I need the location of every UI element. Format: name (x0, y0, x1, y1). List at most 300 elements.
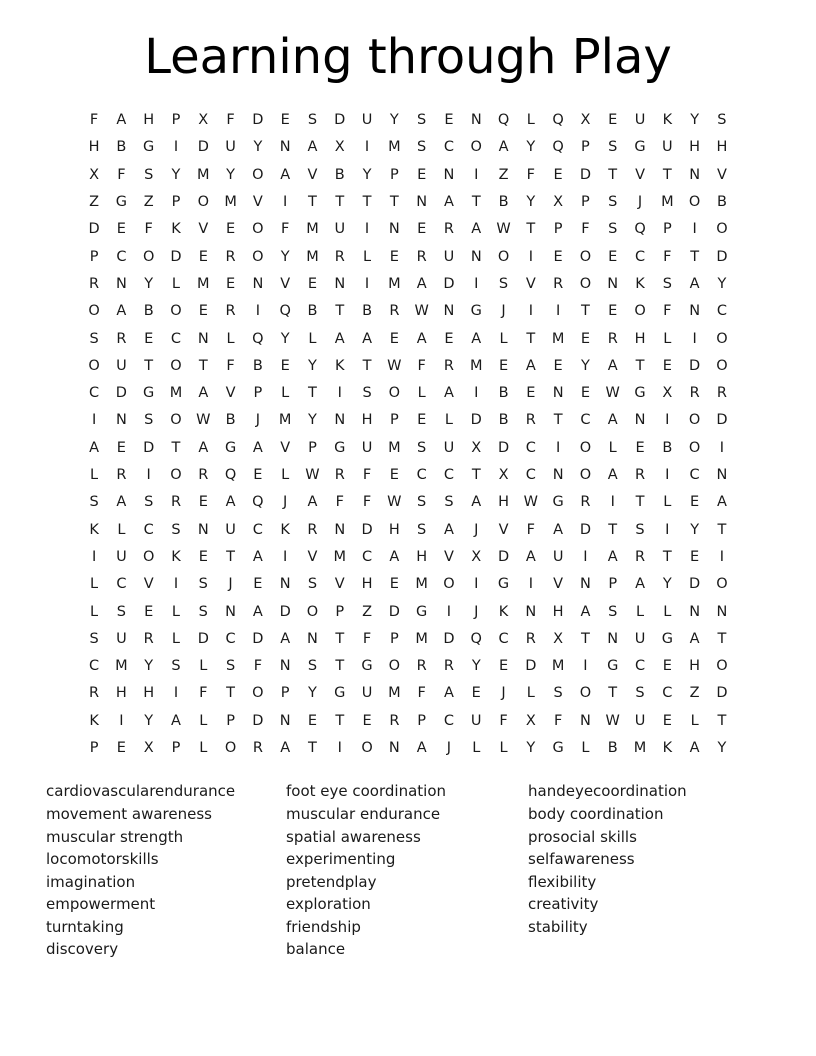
letter-cell[interactable]: G (416, 603, 428, 620)
letter-cell[interactable]: O (306, 603, 319, 620)
letter-cell[interactable]: L (171, 630, 181, 647)
letter-cell[interactable]: B (334, 166, 345, 183)
letter-cell[interactable]: I (528, 576, 533, 593)
letter-cell[interactable]: S (89, 630, 99, 647)
letter-cell[interactable]: A (389, 548, 400, 565)
letter-cell[interactable]: X (498, 467, 509, 484)
letter-cell[interactable]: E (498, 658, 509, 675)
letter-cell[interactable]: R (198, 467, 209, 484)
word-list-item[interactable]: stability (528, 917, 588, 936)
letter-cell[interactable]: P (89, 248, 99, 265)
letter-cell[interactable]: E (662, 658, 672, 675)
letter-cell[interactable]: F (199, 685, 208, 702)
letter-cell[interactable]: Q (224, 467, 237, 484)
letter-cell[interactable]: V (280, 439, 291, 456)
letter-cell[interactable]: F (362, 467, 372, 484)
letter-cell[interactable]: I (610, 494, 615, 511)
letter-cell[interactable]: B (498, 385, 509, 402)
letter-cell[interactable]: D (579, 521, 592, 538)
word-list-item[interactable]: body coordination (528, 804, 664, 823)
letter-cell[interactable]: G (552, 494, 564, 511)
letter-cell[interactable]: P (226, 712, 235, 729)
letter-cell[interactable]: C (525, 439, 536, 456)
letter-cell[interactable]: H (552, 603, 564, 620)
letter-cell[interactable]: Y (717, 275, 727, 292)
letter-cell[interactable]: Y (144, 275, 154, 292)
letter-cell[interactable]: M (388, 275, 401, 292)
letter-cell[interactable]: I (719, 439, 725, 456)
letter-cell[interactable]: J (255, 412, 260, 429)
letter-cell[interactable]: D (497, 548, 510, 565)
letter-cell[interactable]: A (252, 548, 263, 565)
letter-cell[interactable]: Y (690, 112, 700, 129)
letter-cell[interactable]: N (252, 275, 264, 292)
letter-cell[interactable]: U (334, 221, 346, 238)
letter-cell[interactable]: Y (226, 166, 235, 183)
letter-cell[interactable]: J (501, 303, 506, 320)
letter-cell[interactable]: H (143, 685, 155, 702)
letter-cell[interactable]: L (472, 740, 481, 757)
letter-cell[interactable]: C (662, 685, 673, 702)
letter-cell[interactable]: N (388, 221, 400, 238)
letter-cell[interactable]: N (334, 521, 346, 538)
letter-cell[interactable]: A (716, 494, 727, 511)
letter-cell[interactable]: L (663, 494, 672, 511)
letter-cell[interactable]: T (581, 303, 590, 320)
letter-cell[interactable]: U (470, 712, 482, 729)
letter-cell[interactable]: G (143, 139, 155, 156)
letter-cell[interactable]: Q (634, 221, 646, 238)
word-list-item[interactable]: flexibility (528, 872, 597, 891)
letter-cell[interactable]: Y (389, 112, 399, 129)
letter-cell[interactable]: F (226, 112, 235, 129)
letter-cell[interactable]: S (144, 494, 154, 511)
letter-cell[interactable]: P (662, 221, 672, 238)
letter-cell[interactable]: Y (144, 712, 154, 729)
letter-cell[interactable]: C (443, 467, 454, 484)
letter-cell[interactable]: B (225, 412, 236, 429)
letter-cell[interactable]: E (362, 712, 372, 729)
letter-cell[interactable]: K (498, 603, 509, 620)
letter-cell[interactable]: I (173, 139, 179, 156)
letter-cell[interactable]: B (116, 139, 127, 156)
letter-cell[interactable]: V (525, 275, 536, 292)
letter-cell[interactable]: G (634, 385, 646, 402)
letter-cell[interactable]: I (446, 603, 452, 620)
letter-cell[interactable]: O (688, 194, 701, 211)
letter-cell[interactable]: L (199, 740, 208, 757)
letter-cell[interactable]: O (497, 248, 510, 265)
letter-cell[interactable]: D (279, 603, 291, 620)
letter-cell[interactable]: H (143, 112, 155, 129)
letter-cell[interactable]: D (88, 221, 100, 238)
letter-cell[interactable]: R (443, 658, 454, 675)
letter-cell[interactable]: S (89, 330, 99, 347)
letter-cell[interactable]: I (555, 303, 561, 320)
letter-cell[interactable]: P (335, 603, 345, 620)
letter-cell[interactable]: J (474, 521, 479, 538)
letter-cell[interactable]: R (716, 385, 727, 402)
letter-cell[interactable]: X (662, 385, 673, 402)
letter-cell[interactable]: G (470, 303, 482, 320)
letter-cell[interactable]: S (198, 576, 208, 593)
letter-cell[interactable]: I (528, 248, 533, 265)
letter-cell[interactable]: Y (171, 166, 181, 183)
letter-cell[interactable]: R (689, 385, 700, 402)
letter-cell[interactable]: J (501, 685, 506, 702)
letter-cell[interactable]: F (499, 712, 508, 729)
letter-cell[interactable]: L (281, 385, 290, 402)
letter-cell[interactable]: T (171, 439, 181, 456)
letter-cell[interactable]: R (116, 330, 127, 347)
letter-cell[interactable]: T (308, 385, 317, 402)
letter-cell[interactable]: Q (252, 494, 264, 511)
letter-cell[interactable]: G (224, 439, 237, 456)
letter-cell[interactable]: I (337, 740, 342, 757)
letter-cell[interactable]: D (252, 712, 264, 729)
letter-cell[interactable]: E (116, 221, 126, 238)
letter-cell[interactable]: S (417, 439, 427, 456)
letter-cell[interactable]: V (498, 521, 509, 538)
letter-cell[interactable]: R (225, 303, 236, 320)
letter-cell[interactable]: E (198, 248, 208, 265)
letter-cell[interactable]: L (635, 603, 645, 620)
letter-cell[interactable]: T (308, 194, 317, 211)
letter-cell[interactable]: M (388, 685, 401, 702)
letter-cell[interactable]: U (361, 685, 373, 702)
letter-cell[interactable]: T (690, 248, 700, 265)
letter-cell[interactable]: X (553, 194, 564, 211)
letter-cell[interactable]: Y (308, 357, 317, 374)
letter-cell[interactable]: G (497, 576, 510, 593)
letter-cell[interactable]: C (170, 330, 182, 347)
letter-cell[interactable]: E (389, 248, 399, 265)
letter-cell[interactable]: S (417, 521, 427, 538)
letter-cell[interactable]: E (280, 112, 290, 129)
letter-cell[interactable]: I (474, 576, 479, 593)
letter-cell[interactable]: N (334, 412, 346, 429)
letter-cell[interactable]: I (364, 221, 370, 238)
letter-cell[interactable]: N (307, 630, 318, 647)
letter-cell[interactable]: C (689, 467, 700, 484)
letter-cell[interactable]: F (417, 685, 426, 702)
letter-cell[interactable]: E (690, 548, 700, 565)
letter-cell[interactable]: J (283, 494, 288, 511)
letter-cell[interactable]: A (689, 740, 700, 757)
word-list-item[interactable]: turntaking (46, 917, 124, 936)
letter-cell[interactable]: W (605, 712, 620, 729)
letter-cell[interactable]: O (252, 685, 264, 702)
letter-cell[interactable]: O (252, 248, 264, 265)
letter-cell[interactable]: X (580, 112, 591, 129)
letter-cell[interactable]: E (198, 303, 208, 320)
letter-cell[interactable]: Y (362, 166, 372, 183)
letter-cell[interactable]: B (143, 303, 154, 320)
letter-cell[interactable]: O (579, 275, 592, 292)
letter-cell[interactable]: E (690, 494, 700, 511)
letter-cell[interactable]: E (580, 330, 591, 347)
letter-cell[interactable]: Y (471, 658, 481, 675)
letter-cell[interactable]: P (89, 740, 99, 757)
letter-cell[interactable]: E (526, 385, 536, 402)
letter-cell[interactable]: O (716, 221, 728, 238)
letter-cell[interactable]: T (553, 412, 563, 429)
letter-cell[interactable]: Y (280, 248, 290, 265)
letter-cell[interactable]: O (88, 303, 100, 320)
letter-cell[interactable]: V (252, 194, 263, 211)
letter-cell[interactable]: T (198, 357, 208, 374)
letter-cell[interactable]: D (170, 248, 182, 265)
letter-cell[interactable]: C (89, 385, 100, 402)
word-list-item[interactable]: discovery (46, 940, 119, 959)
letter-cell[interactable]: M (551, 330, 565, 347)
letter-cell[interactable]: E (307, 275, 318, 292)
letter-cell[interactable]: R (443, 221, 454, 238)
letter-cell[interactable]: O (579, 248, 592, 265)
letter-cell[interactable]: A (89, 439, 100, 456)
letter-cell[interactable]: T (389, 194, 399, 211)
letter-cell[interactable]: R (89, 275, 100, 292)
letter-cell[interactable]: Y (690, 521, 700, 538)
letter-cell[interactable]: R (334, 467, 345, 484)
letter-cell[interactable]: L (171, 603, 181, 620)
letter-cell[interactable]: R (580, 494, 591, 511)
letter-cell[interactable]: L (444, 412, 453, 429)
word-list-item[interactable]: foot eye coordination (286, 782, 447, 801)
letter-cell[interactable]: N (580, 576, 591, 593)
letter-cell[interactable]: R (143, 630, 154, 647)
letter-cell[interactable]: T (526, 221, 536, 238)
letter-cell[interactable]: E (198, 548, 208, 565)
letter-cell[interactable]: A (416, 330, 427, 347)
letter-cell[interactable]: H (88, 139, 100, 156)
letter-cell[interactable]: O (224, 740, 237, 757)
letter-cell[interactable]: C (498, 630, 509, 647)
letter-cell[interactable]: S (635, 685, 645, 702)
letter-cell[interactable]: E (444, 330, 454, 347)
letter-cell[interactable]: R (443, 357, 454, 374)
letter-cell[interactable]: O (142, 248, 155, 265)
letter-cell[interactable]: E (662, 712, 672, 729)
letter-cell[interactable]: I (555, 439, 561, 456)
letter-cell[interactable]: D (525, 658, 537, 675)
letter-cell[interactable]: A (553, 521, 564, 538)
letter-cell[interactable]: R (389, 303, 400, 320)
letter-cell[interactable]: A (635, 576, 645, 593)
letter-cell[interactable]: L (663, 330, 672, 347)
letter-cell[interactable]: Y (280, 330, 290, 347)
letter-cell[interactable]: C (89, 658, 100, 675)
letter-cell[interactable]: Q (252, 330, 264, 347)
letter-cell[interactable]: H (689, 658, 701, 675)
letter-cell[interactable]: G (334, 439, 346, 456)
letter-cell[interactable]: N (225, 603, 236, 620)
word-list-item[interactable]: balance (286, 940, 346, 959)
letter-cell[interactable]: S (171, 658, 181, 675)
letter-cell[interactable]: O (688, 439, 701, 456)
letter-cell[interactable]: M (633, 740, 647, 757)
letter-cell[interactable]: W (414, 303, 429, 320)
letter-cell[interactable]: S (498, 275, 509, 292)
letter-cell[interactable]: I (364, 139, 370, 156)
letter-cell[interactable]: A (607, 412, 618, 429)
letter-cell[interactable]: R (89, 685, 100, 702)
letter-cell[interactable]: D (252, 630, 264, 647)
letter-cell[interactable]: S (116, 603, 126, 620)
letter-cell[interactable]: O (716, 658, 728, 675)
letter-cell[interactable]: T (144, 357, 154, 374)
letter-cell[interactable]: D (689, 576, 701, 593)
letter-cell[interactable]: N (525, 603, 537, 620)
letter-cell[interactable]: F (526, 521, 535, 538)
letter-cell[interactable]: I (665, 467, 670, 484)
letter-cell[interactable]: K (662, 112, 673, 129)
letter-cell[interactable]: M (415, 576, 428, 593)
letter-cell[interactable]: I (692, 221, 697, 238)
letter-cell[interactable]: I (91, 548, 97, 565)
letter-cell[interactable]: O (252, 166, 264, 183)
letter-cell[interactable]: T (226, 548, 235, 565)
letter-cell[interactable]: S (307, 576, 318, 593)
letter-cell[interactable]: W (196, 412, 211, 429)
letter-cell[interactable]: E (553, 357, 563, 374)
letter-cell[interactable]: K (662, 740, 673, 757)
letter-cell[interactable]: F (117, 166, 126, 183)
letter-cell[interactable]: T (226, 685, 235, 702)
letter-cell[interactable]: N (115, 275, 127, 292)
letter-cell[interactable]: E (608, 248, 618, 265)
letter-cell[interactable]: A (307, 494, 318, 511)
letter-cell[interactable]: V (143, 576, 154, 593)
letter-cell[interactable]: X (89, 166, 100, 183)
letter-cell[interactable]: V (716, 166, 727, 183)
letter-cell[interactable]: T (362, 357, 372, 374)
letter-cell[interactable]: S (307, 112, 318, 129)
letter-cell[interactable]: E (253, 576, 263, 593)
letter-cell[interactable]: Z (498, 166, 509, 183)
letter-cell[interactable]: K (635, 275, 645, 292)
letter-cell[interactable]: C (225, 630, 236, 647)
letter-cell[interactable]: K (171, 548, 181, 565)
letter-cell[interactable]: A (525, 548, 536, 565)
letter-cell[interactable]: I (665, 412, 670, 429)
letter-cell[interactable]: L (90, 576, 99, 593)
letter-cell[interactable]: V (307, 166, 318, 183)
letter-cell[interactable]: B (607, 740, 618, 757)
letter-cell[interactable]: T (335, 194, 345, 211)
letter-cell[interactable]: K (89, 521, 99, 538)
letter-cell[interactable]: M (469, 357, 483, 374)
letter-cell[interactable]: N (552, 385, 564, 402)
letter-cell[interactable]: O (88, 357, 100, 374)
letter-cell[interactable]: A (443, 385, 454, 402)
letter-cell[interactable]: N (716, 603, 728, 620)
letter-cell[interactable]: A (607, 548, 618, 565)
letter-cell[interactable]: E (389, 576, 399, 593)
letter-cell[interactable]: T (471, 194, 481, 211)
letter-cell[interactable]: E (417, 221, 427, 238)
letter-cell[interactable]: T (335, 303, 345, 320)
letter-cell[interactable]: W (387, 357, 402, 374)
letter-cell[interactable]: X (471, 439, 482, 456)
letter-cell[interactable]: N (279, 139, 291, 156)
letter-cell[interactable]: U (634, 712, 646, 729)
letter-cell[interactable]: H (416, 548, 428, 565)
letter-cell[interactable]: V (280, 275, 291, 292)
letter-cell[interactable]: E (389, 330, 399, 347)
letter-cell[interactable]: D (716, 412, 728, 429)
letter-cell[interactable]: P (253, 385, 263, 402)
letter-cell[interactable]: E (116, 740, 126, 757)
letter-cell[interactable]: T (635, 357, 645, 374)
letter-cell[interactable]: P (171, 194, 181, 211)
letter-cell[interactable]: A (198, 439, 209, 456)
letter-grid[interactable] (80, 107, 735, 762)
letter-cell[interactable]: L (90, 603, 99, 620)
word-list-item[interactable]: creativity (528, 895, 599, 914)
letter-cell[interactable]: A (116, 303, 127, 320)
word-list-item[interactable]: pretendplay (286, 872, 377, 891)
letter-cell[interactable]: A (607, 357, 618, 374)
letter-cell[interactable]: O (388, 385, 401, 402)
letter-cell[interactable]: L (499, 740, 508, 757)
letter-cell[interactable]: F (663, 303, 672, 320)
letter-cell[interactable]: O (579, 467, 592, 484)
letter-cell[interactable]: M (169, 385, 183, 402)
letter-cell[interactable]: I (474, 166, 479, 183)
letter-cell[interactable]: S (717, 112, 727, 129)
letter-cell[interactable]: I (474, 385, 479, 402)
letter-cell[interactable]: R (416, 658, 427, 675)
letter-cell[interactable]: H (498, 494, 509, 511)
letter-cell[interactable]: A (580, 603, 591, 620)
word-list-item[interactable]: spatial awareness (286, 827, 421, 846)
letter-cell[interactable]: O (388, 658, 401, 675)
letter-cell[interactable]: C (116, 576, 127, 593)
letter-cell[interactable]: G (115, 194, 127, 211)
letter-cell[interactable]: I (665, 521, 670, 538)
letter-cell[interactable]: S (444, 494, 454, 511)
letter-cell[interactable]: J (474, 603, 479, 620)
letter-cell[interactable]: I (283, 194, 288, 211)
letter-cell[interactable]: L (226, 330, 235, 347)
letter-cell[interactable]: N (334, 275, 346, 292)
letter-cell[interactable]: E (580, 385, 591, 402)
letter-cell[interactable]: N (197, 330, 209, 347)
letter-cell[interactable]: R (607, 330, 618, 347)
letter-cell[interactable]: E (225, 221, 236, 238)
letter-cell[interactable]: P (171, 740, 181, 757)
letter-cell[interactable]: T (662, 548, 672, 565)
letter-cell[interactable]: Y (717, 740, 727, 757)
letter-cell[interactable]: E (144, 330, 154, 347)
letter-cell[interactable]: D (689, 357, 701, 374)
letter-cell[interactable]: U (662, 139, 673, 156)
letter-cell[interactable]: T (335, 712, 345, 729)
letter-cell[interactable]: I (173, 576, 179, 593)
letter-cell[interactable]: B (307, 303, 318, 320)
letter-cell[interactable]: E (280, 357, 290, 374)
letter-cell[interactable]: X (471, 548, 482, 565)
letter-cell[interactable]: N (552, 467, 564, 484)
letter-cell[interactable]: U (443, 248, 455, 265)
letter-cell[interactable]: E (253, 467, 263, 484)
letter-cell[interactable]: A (171, 712, 181, 729)
letter-cell[interactable]: H (689, 139, 701, 156)
letter-cell[interactable]: H (115, 685, 127, 702)
letter-cell[interactable]: O (716, 330, 728, 347)
letter-cell[interactable]: Z (89, 194, 100, 211)
